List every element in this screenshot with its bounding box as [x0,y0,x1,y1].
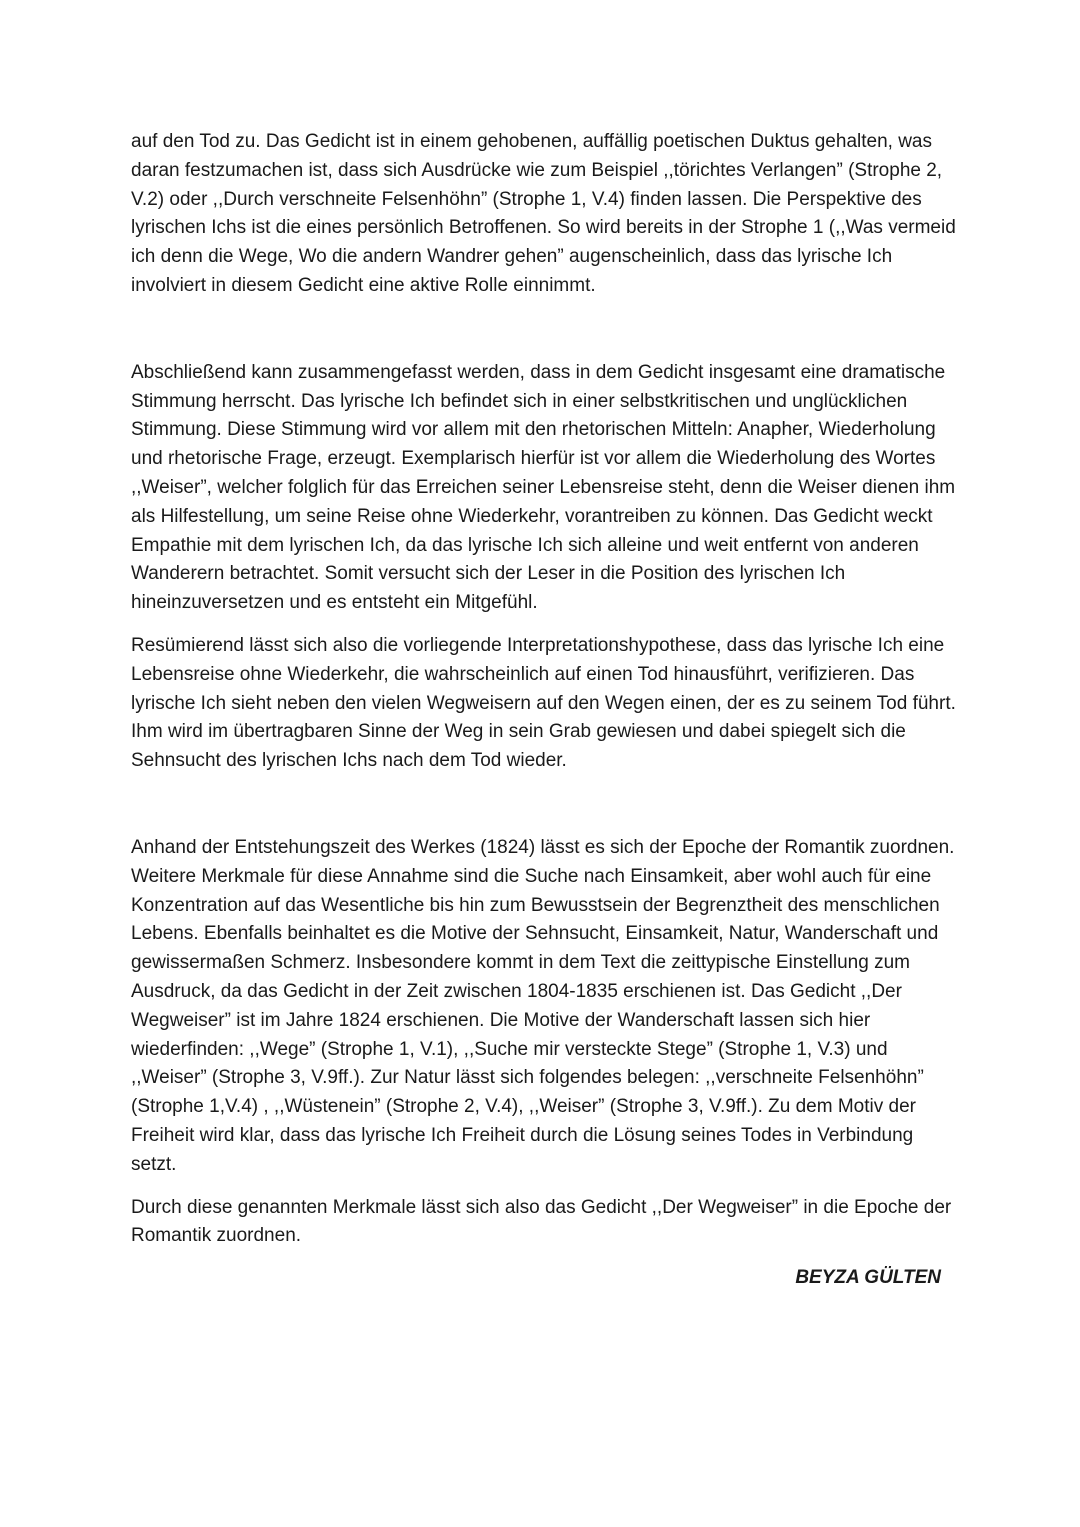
paragraph-conclusion: Durch diese genannten Merkmale lässt sich also das Gedicht ,,Der Wegweiser” in die Epoche der Romantik zuordnen. [131,1196,952,1247]
paragraph-summary-mood: Abschließend kann zusammengefasst werden, dass in dem Gedicht insgesamt eine dramatische Stimmung herrscht. Das lyrische Ich befindet sich in einer selbstkritischen und unglücklichen Stimmung. Diese Stimmung wird vor allem mit den rhetorischen Mitteln: Anapher, Wiederholung und rhetorische Frage, erzeugt. Exemplarisch hierfür ist vor allem die Wiederholung des Wortes ,,Weiser”, welcher folglich für das Erreichen seiner Lebensreise steht, denn die Weiser dienen ihm als Hilfestellung, um seine Reise ohne Wiederkehr, vorantreiben zu können. Das Gedicht weckt Empathie mit dem lyrischen Ich, da das lyrische Ich sich alleine und weit entfernt von anderen Wanderern betrachtet. Somit versucht sich der Leser in die Position des lyrischen Ich hineinzuversetzen und es entsteht ein Mitgefühl. [131,361,956,614]
author-signature: BEYZA GÜLTEN [795,1267,941,1289]
document-body [131,128,961,1293]
paragraph-interpretation-style: auf den Tod zu. Das Gedicht ist in einem gehobenen, auffällig poetischen Duktus gehalten, was daran festzumachen ist, dass sich Ausdrücke wie zum Beispiel ,,törichtes Verlangen” (Strophe 2, V.2) oder ,,Durch verschneite Felsenhöhn” (Strophe 1, V.4) finden lassen. Die Perspektive des lyrischen Ichs ist die eines persönlich Betroffenen. So wird bereits in der Strophe 1 (,,Was vermeid ich denn die Wege, Wo die andern Wandrer gehen” augenscheinlich, dass das lyrische Ich involviert in diesem Gedicht eine aktive Rolle einnimmt. [131,131,956,296]
paragraph-epoch-romanticism: Anhand der Entstehungszeit des Werkes (1824) lässt es sich der Epoche der Romantik zuordnen. Weitere Merkmale für diese Annahme sind die Suche nach Einsamkeit, aber wohl auch für eine Konzentration auf das Wesentliche bis hin zum Bewusstsein der Begrenztheit des menschlichen Lebens. Ebenfalls beinhaltet es die Motive der Sehnsucht, Einsamkeit, Natur, Wanderschaft und gewissermaßen Schmerz. Insbesondere kommt in dem Text die zeittypische Einstellung zum Ausdruck, da das Gedicht in der Zeit zwischen 1804-1835 erschienen ist. Das Gedicht ,,Der Wegweiser” ist im Jahre 1824 erschienen. Die Motive der Wanderschaft lassen sich hier wiederfinden: ,,Wege” (Strophe 1, V.1), ,,Suche mir versteckte Stege” (Strophe 1, V.3) und ,,Weiser” (Strophe 3, V.9ff.). Zur Natur lässt sich folgendes belegen: ,,verschneite Felsenhöhn” (Strophe 1,V.4) , ,,Wüstenein” (Strophe 2, V.4), ,,Weiser” (Strophe 3, V.9ff.). Zu dem Motiv der Freiheit wird klar, dass das lyrische Ich Freiheit durch die Lösung seines Todes in Verbindung setzt. [131,836,955,1175]
paragraph-hypothesis-verification: Resümierend lässt sich also die vorliegende Interpretationshypothese, dass das lyrische Ich eine Lebensreise ohne Wiederkehr, die wahrscheinlich auf einen Tod hinausführt, verifizieren. Das lyrische Ich sieht neben den vielen Wegweisern auf den Wegen einen, der es zu seinem Tod führt. Ihm wird im übertragbaren Sinne der Weg in sein Grab gewiesen und dabei spiegelt sich die Sehnsucht des lyrischen Ichs nach dem Tod wieder. [131,634,956,772]
